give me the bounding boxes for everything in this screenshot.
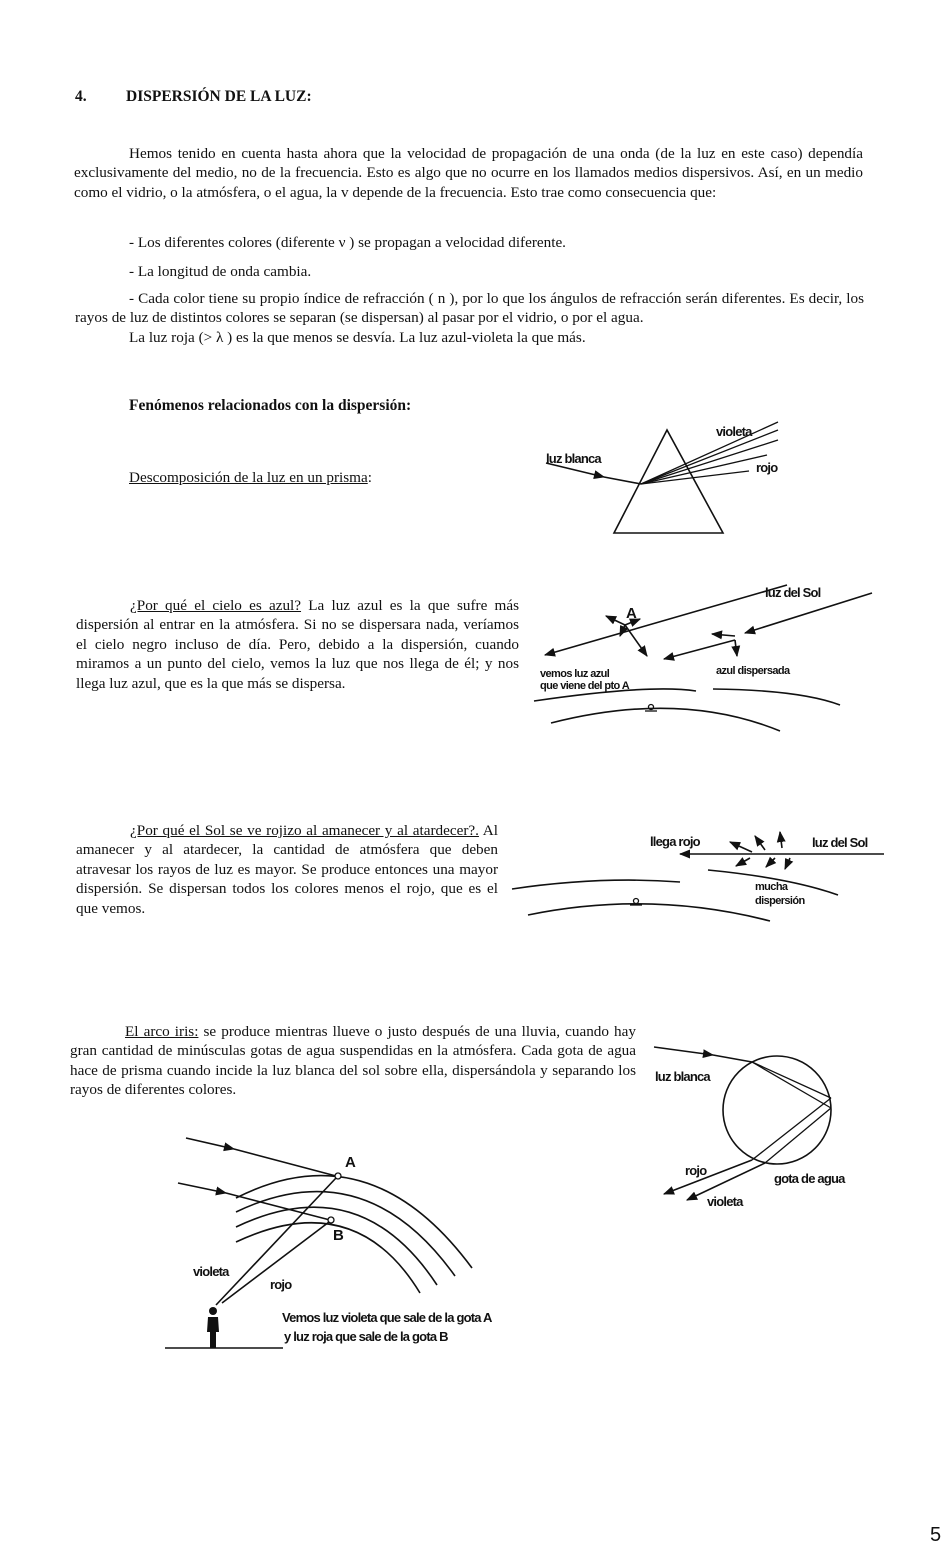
blue-sky-label-sunlight: luz del Sol — [765, 585, 821, 600]
rainbow-arc-diagram — [165, 1138, 493, 1348]
person-icon — [207, 1307, 219, 1348]
arc-label-b: B — [333, 1227, 344, 1244]
red-sun-label-dispersion: dispersión — [755, 895, 805, 907]
prism-label-white-light: luz blanca — [546, 451, 601, 466]
sunset-earth-surface — [528, 904, 770, 921]
drop-label-red: rojo — [685, 1163, 707, 1178]
prism-diagram — [546, 422, 778, 533]
red-sun-diagram — [512, 832, 884, 921]
rainbow-title: El arco iris: — [125, 1023, 199, 1040]
atmosphere-edge-right — [713, 689, 840, 705]
prism-label-violet: violeta — [716, 424, 752, 439]
blue-sky-label-seen-1: vemos luz azul — [540, 668, 610, 680]
red-sun-answer: Al amanecer y al atardecer, la cantidad de atmósfera que deben atravesar los rayos de luz es mayor. Se produce entonces una mayor dispersión. Se dispersan todos los colores menos el rojo, que es el que vemos. — [76, 822, 498, 917]
drop-incoming-ray — [654, 1047, 713, 1055]
section-title: DISPERSIÓN DE LA LUZ: — [126, 88, 312, 105]
drop-label-violet: violeta — [707, 1194, 743, 1209]
bullet-wavelength: - La longitud de onda cambia. — [129, 263, 312, 280]
red-sun-label-much: mucha — [755, 881, 788, 893]
arc-label-a: A — [345, 1154, 356, 1171]
red-sun-label-red: llega rojo — [650, 834, 700, 849]
blue-sky-label-scattered: azul dispersada — [716, 665, 790, 677]
rainbow-text: se produce mientras llueve o justo después de una lluvia, cuando hay gran cantidad de minúsculas gotas de agua suspendidas en la atmósfera. Cada gota de agua hace de prisma cuando incide la luz blanca del sol sobre ella, dispersándola y separando los rayos de diferentes colores. — [70, 1023, 636, 1099]
blue-to-a-ray — [664, 640, 735, 659]
sunlight-ray-1 — [545, 585, 787, 655]
prism-caption-colon: : — [367, 469, 372, 486]
arc-label-red: rojo — [270, 1277, 292, 1292]
earth-surface — [551, 708, 780, 731]
prism-label-red: rojo — [756, 460, 778, 475]
bullet-refraction-index: - Cada color tiene su propio índice de refracción ( n ), por lo que los ángulos de refracción serán diferentes. Es decir, los rayos de luz de distintos colores se separan (se dispersan) al pasar por el vidrio, o por el agua. — [75, 290, 864, 327]
closing-line: La luz roja (> λ ) es la que menos se desvía. La luz azul-violeta la que más. — [129, 329, 586, 346]
drop-label-white-light: luz blanca — [655, 1069, 710, 1084]
blue-sky-label-a: A — [626, 605, 637, 622]
blue-sky-diagram — [534, 585, 872, 731]
red-sun-label-sunlight: luz del Sol — [812, 835, 868, 850]
drop-label-drop: gota de agua — [774, 1171, 845, 1186]
arc-ray-to-a — [186, 1138, 234, 1149]
arc-caption-2: y luz roja que sale de la gota B — [284, 1329, 448, 1344]
bullet-colors-speed: - Los diferentes colores (diferente ν ) se propagan a velocidad diferente. — [129, 234, 566, 251]
arc-label-violet: violeta — [193, 1264, 229, 1279]
blue-sky-question: ¿Por qué el cielo es azul? — [130, 597, 302, 614]
blue-sky-label-seen-2: que viene del pto A — [540, 680, 630, 692]
arc-caption-1: Vemos luz violeta que sale de la gota A — [282, 1310, 492, 1325]
red-sun-question: ¿Por qué el Sol se ve rojizo al amanecer y al atardecer?. — [130, 822, 479, 839]
phenomena-heading: Fenómenos relacionados con la dispersión: — [129, 397, 412, 414]
intro-paragraph: Hemos tenido en cuenta hasta ahora que la velocidad de propagación de una onda (de la luz en este caso) dependía exclusivamente del medio, no de la frecuencia. Esto es algo que no ocurre en los llamados medios dispersivos. Así, en un medio como el vidrio, o la atmósfera, o el agua, la v depende de la frecuencia. Esto trae como consecuencia que: — [74, 145, 863, 201]
water-drop-diagram — [654, 1047, 846, 1209]
drop-red-exit-ray — [664, 1160, 752, 1194]
prism-caption-title: Descomposición de la luz en un prisma — [129, 469, 368, 486]
page-number: 5 — [930, 1524, 942, 1546]
arc-ray-to-b — [178, 1183, 226, 1193]
section-number: 4. — [75, 88, 87, 105]
sunset-atmosphere-left — [512, 880, 680, 889]
blue-sky-answer: La luz azul es la que sufre más dispersión al entrar en la atmósfera. Si no se dispersara nada, veríamos el cielo negro incluso de día. Pero, debido a la dispersión, cuando miramos a un punto del cielo, vemos la luz que nos llega de él; y nos llega luz azul, que es la que más se dispersa. — [76, 597, 520, 692]
